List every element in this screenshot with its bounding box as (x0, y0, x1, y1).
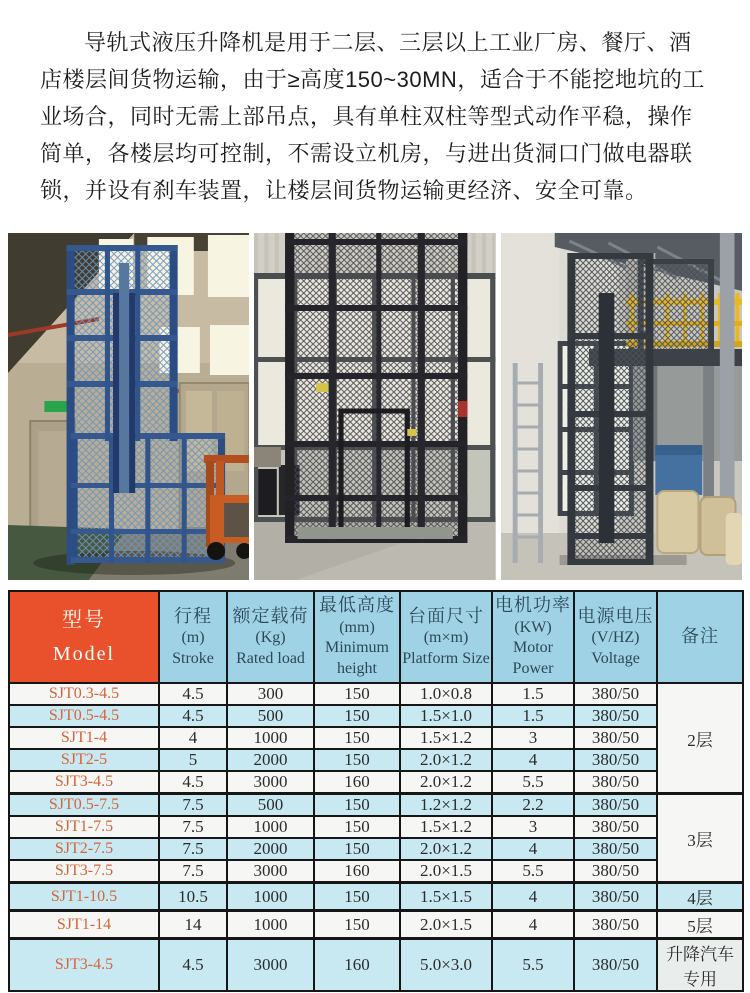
cell-platform: 1.2×1.2 (400, 794, 492, 817)
product-photo-strip (0, 233, 750, 580)
cell-model: SJT1-10.5 (9, 883, 159, 911)
spec-row-SJT0.5-4.5 (9, 705, 743, 727)
cell-power: 4 (492, 749, 574, 771)
product-photo-blue-lift (8, 233, 249, 580)
cell-load: 1000 (227, 727, 314, 749)
cell-stroke: 4.5 (159, 705, 227, 727)
cell-voltage: 380/50 (574, 705, 657, 727)
cell-power: 4 (492, 883, 574, 911)
intro-paragraph: 导轨式液压升降机是用于二层、三层以上工业厂房、餐厅、酒店楼层间货物运输，由于≥高度150~30MN，适合于不能挖地坑的工业场合，同时无需上部吊点，具有单柱双柱等型式动作平稳，操作简单，各楼层均可控制，不需设立机房，与进出货洞口门做电器联锁，并设有刹车装置，让楼层间货物运输更经济、安全可靠。 (40, 30, 705, 203)
col-header-model-en: Model (52, 643, 116, 665)
col-header-motor-power: 电机功率 (KW) Motor Power (492, 591, 574, 683)
black-lift-photo-illustration (254, 233, 495, 580)
cell-stroke: 5 (159, 749, 227, 771)
col-header-stroke: 行程 (m) Stroke (159, 591, 227, 683)
cell-stroke: 4 (159, 727, 227, 749)
cell-model: SJT3-7.5 (9, 860, 159, 883)
cell-power: 1.5 (492, 705, 574, 727)
cell-load: 2000 (227, 838, 314, 860)
cell-power: 5.5 (492, 939, 574, 992)
spec-row-SJT0.5-7.5 (9, 794, 743, 817)
spec-row-SJT1-14 (9, 911, 743, 939)
cell-min-height: 150 (314, 883, 400, 911)
cell-platform: 1.5×1.2 (400, 816, 492, 838)
spec-row-SJT1-7.5 (9, 816, 743, 838)
cell-voltage: 380/50 (574, 749, 657, 771)
specification-table (8, 590, 744, 992)
cell-power: 4 (492, 838, 574, 860)
cell-min-height: 160 (314, 939, 400, 992)
cell-load: 2000 (227, 749, 314, 771)
spec-row-SJT2-5 (9, 749, 743, 771)
cell-model: SJT1-4 (9, 727, 159, 749)
cell-voltage: 380/50 (574, 939, 657, 992)
cell-stroke: 4.5 (159, 939, 227, 992)
cell-min-height: 150 (314, 727, 400, 749)
spec-row-SJT3-4.5 (9, 939, 743, 992)
col-header-voltage: 电源电压 (V/HZ) Voltage (574, 591, 657, 683)
spec-table-header-row (9, 591, 743, 683)
cell-platform: 1.0×0.8 (400, 683, 492, 705)
cell-min-height: 150 (314, 794, 400, 817)
cell-platform: 1.5×1.0 (400, 705, 492, 727)
cell-remark: 升降汽车专用 (657, 939, 743, 992)
cell-stroke: 14 (159, 911, 227, 939)
spec-row-SJT2-7.5 (9, 838, 743, 860)
cell-model: SJT2-5 (9, 749, 159, 771)
cell-power: 4 (492, 911, 574, 939)
cell-remark: 5层 (657, 911, 743, 939)
cell-model: SJT0.3-4.5 (9, 683, 159, 705)
cell-stroke: 4.5 (159, 771, 227, 794)
col-header-platform-size: 台面尺寸 (m×m) Platform Size (400, 591, 492, 683)
cell-voltage: 380/50 (574, 816, 657, 838)
col-header-remark: 备注 (657, 591, 743, 683)
cell-min-height: 150 (314, 838, 400, 860)
cell-platform: 5.0×3.0 (400, 939, 492, 992)
cell-model: SJT3-4.5 (9, 939, 159, 992)
cell-voltage: 380/50 (574, 727, 657, 749)
cell-stroke: 7.5 (159, 860, 227, 883)
cell-platform: 2.0×1.5 (400, 911, 492, 939)
cell-model: SJT1-7.5 (9, 816, 159, 838)
cell-power: 5.5 (492, 860, 574, 883)
cell-load: 1000 (227, 911, 314, 939)
col-header-model-zh: 型号 (62, 609, 106, 631)
cell-platform: 2.0×1.5 (400, 860, 492, 883)
cell-platform: 1.5×1.2 (400, 727, 492, 749)
cell-voltage: 380/50 (574, 838, 657, 860)
cell-remark: 3层 (657, 794, 743, 883)
cell-voltage: 380/50 (574, 883, 657, 911)
cell-min-height: 150 (314, 683, 400, 705)
spec-table-body (9, 683, 743, 991)
cell-stroke: 7.5 (159, 816, 227, 838)
cell-model: SJT0.5-7.5 (9, 794, 159, 817)
col-header-model (9, 591, 159, 683)
cell-stroke: 4.5 (159, 683, 227, 705)
cell-min-height: 160 (314, 860, 400, 883)
blue-lift-photo-illustration (8, 233, 249, 580)
cell-model: SJT3-4.5 (9, 771, 159, 794)
cell-voltage: 380/50 (574, 911, 657, 939)
cell-model: SJT2-7.5 (9, 838, 159, 860)
cell-power: 1.5 (492, 683, 574, 705)
cell-min-height: 160 (314, 771, 400, 794)
cell-voltage: 380/50 (574, 771, 657, 794)
spec-row-SJT1-10.5 (9, 883, 743, 911)
cell-power: 2.2 (492, 794, 574, 817)
cell-power: 5.5 (492, 771, 574, 794)
spec-row-SJT3-4.5 (9, 771, 743, 794)
cell-min-height: 150 (314, 749, 400, 771)
cell-load: 500 (227, 705, 314, 727)
cell-load: 3000 (227, 939, 314, 992)
cell-power: 3 (492, 816, 574, 838)
col-header-rated-load: 额定载荷 (Kg) Rated load (227, 591, 314, 683)
cell-load: 1000 (227, 816, 314, 838)
product-photo-black-lift (254, 233, 495, 580)
cell-voltage: 380/50 (574, 683, 657, 705)
spec-row-SJT1-4 (9, 727, 743, 749)
cell-load: 3000 (227, 860, 314, 883)
spec-row-SJT0.3-4.5 (9, 683, 743, 705)
cell-load: 300 (227, 683, 314, 705)
cell-min-height: 150 (314, 705, 400, 727)
cell-power: 3 (492, 727, 574, 749)
cell-platform: 2.0×1.2 (400, 838, 492, 860)
cell-model: SJT1-14 (9, 911, 159, 939)
product-photo-grey-lift (501, 233, 742, 580)
cell-voltage: 380/50 (574, 794, 657, 817)
cell-min-height: 150 (314, 911, 400, 939)
cell-min-height: 150 (314, 816, 400, 838)
cell-platform: 2.0×1.2 (400, 749, 492, 771)
cell-remark: 2层 (657, 683, 743, 794)
cell-model: SJT0.5-4.5 (9, 705, 159, 727)
col-header-minimum-height: 最低高度 (mm) Minimum height (314, 591, 400, 683)
cell-stroke: 7.5 (159, 838, 227, 860)
grey-lift-photo-illustration (501, 233, 742, 580)
cell-voltage: 380/50 (574, 860, 657, 883)
cell-load: 1000 (227, 883, 314, 911)
cell-load: 3000 (227, 771, 314, 794)
cell-stroke: 7.5 (159, 794, 227, 817)
spec-row-SJT3-7.5 (9, 860, 743, 883)
cell-load: 500 (227, 794, 314, 817)
cell-stroke: 10.5 (159, 883, 227, 911)
cell-platform: 1.5×1.5 (400, 883, 492, 911)
cell-remark: 4层 (657, 883, 743, 911)
cell-platform: 2.0×1.2 (400, 771, 492, 794)
